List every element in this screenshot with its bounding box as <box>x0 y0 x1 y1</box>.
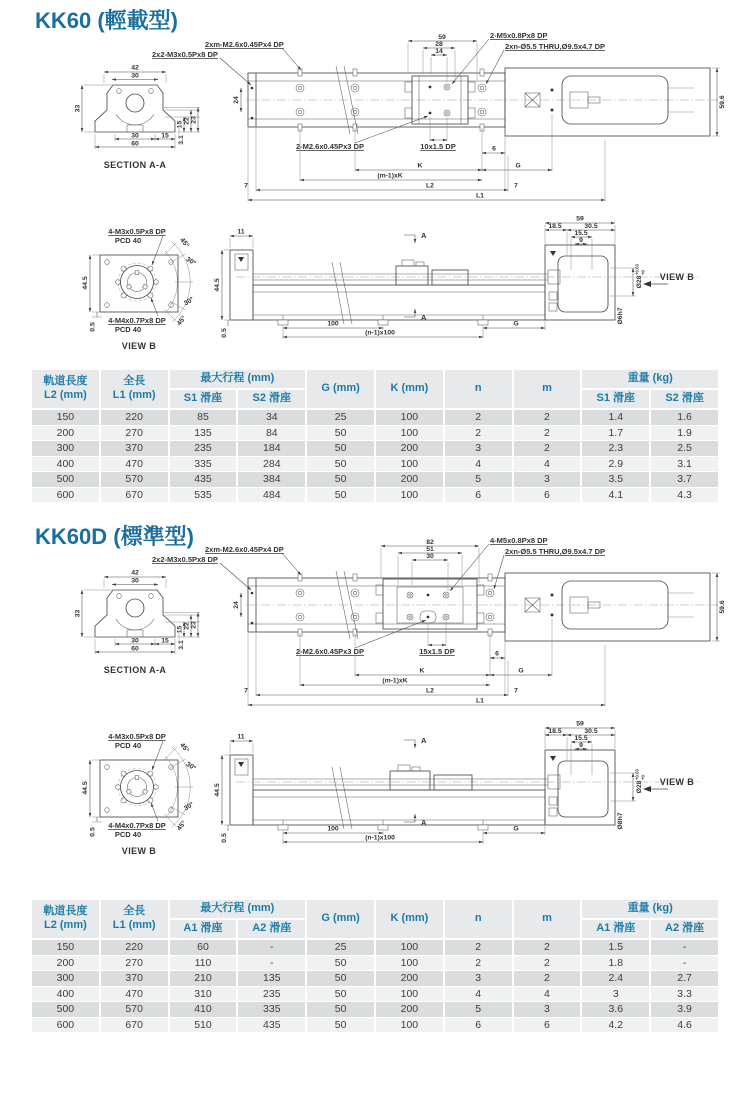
table-cell: 150 <box>31 409 100 425</box>
table-cell: 100 <box>375 939 444 955</box>
kk60-spec-table <box>30 368 720 503</box>
view-b-pointer-label: VIEW B <box>659 272 695 282</box>
table-cell: 100 <box>375 456 444 472</box>
table-cell: 2 <box>444 409 513 425</box>
table-cell: 384 <box>237 472 306 488</box>
table-cell: 370 <box>100 971 169 987</box>
dim-label: 9 <box>579 236 583 244</box>
dim-label: 15 <box>161 132 169 140</box>
dim-label: 42 <box>131 569 139 577</box>
kk60-technical-drawing <box>0 30 750 365</box>
col-header-max-stroke: 最大行程 (mm) <box>169 369 307 389</box>
dim-label: 7 <box>514 687 518 695</box>
dim-label: L1 <box>476 192 484 200</box>
dim-label: 0.5 <box>221 328 228 338</box>
dim-label: 0.5 <box>89 827 97 837</box>
table-cell: - <box>650 939 719 955</box>
dim-label: 59.6 <box>719 600 726 614</box>
pitch-callout: 15x1.5 DP <box>419 647 455 656</box>
table-cell: 2 <box>513 425 582 441</box>
col-header-track-length: 軌道長度 L2 (mm) <box>31 899 100 939</box>
dim-label: 23 <box>190 116 198 124</box>
section-aa-caption: SECTION A-A <box>103 665 167 675</box>
table-row <box>31 487 719 503</box>
view-b-caption: VIEW B <box>121 341 157 351</box>
page-title: KK60D (標準型) <box>35 524 194 549</box>
col-header-k: K (mm) <box>375 899 444 939</box>
table-cell: 300 <box>31 441 100 457</box>
col-header-weight: 重量 (kg) <box>581 369 719 389</box>
dim-label: 60 <box>131 140 139 148</box>
section-cut-label: A <box>421 736 427 745</box>
table-cell: 4.3 <box>650 487 719 503</box>
table-row <box>31 971 719 987</box>
pcd-label: PCD 40 <box>114 830 142 839</box>
table-row <box>31 409 719 425</box>
thread-callout: 4-M4x0.7Px8 DP <box>108 821 166 830</box>
table-cell: 1.7 <box>581 425 650 441</box>
section-cut-label: A <box>421 231 427 240</box>
table-cell: 100 <box>375 986 444 1002</box>
thread-callout: 2xn-Ø5.5 THRU,Ø9.5x4.7 DP <box>505 42 606 51</box>
table-cell: 50 <box>306 456 375 472</box>
table-cell: 5 <box>444 1002 513 1018</box>
dim-label: 7 <box>244 687 248 695</box>
table-cell: 220 <box>100 409 169 425</box>
table-cell: 200 <box>31 425 100 441</box>
table-cell: 1.4 <box>581 409 650 425</box>
table-cell: 6 <box>513 1017 582 1033</box>
angle-label: 30° <box>184 256 198 268</box>
table-cell: 50 <box>306 472 375 488</box>
table-cell: 1.5 <box>581 939 650 955</box>
table-cell: 235 <box>169 441 238 457</box>
table-cell: 2.3 <box>581 441 650 457</box>
thread-callout: 4-M3x0.5Px8 DP <box>108 732 166 741</box>
col-header-total-length: 全長 L1 (mm) <box>100 369 169 409</box>
table-cell: 184 <box>237 441 306 457</box>
section-aa-drawing <box>75 65 201 171</box>
table-row <box>31 955 719 971</box>
table-cell: 3 <box>513 472 582 488</box>
table-cell: 200 <box>375 971 444 987</box>
table-cell: 670 <box>100 487 169 503</box>
table-cell: 4 <box>444 986 513 1002</box>
table-cell: 100 <box>375 425 444 441</box>
table-cell: 435 <box>237 1017 306 1033</box>
table-cell: 210 <box>169 971 238 987</box>
dim-label: 22 <box>183 622 191 630</box>
table-cell: 400 <box>31 986 100 1002</box>
table-cell: 2 <box>513 939 582 955</box>
table-row <box>31 1002 719 1018</box>
thread-callout: 2-M2.6x0.45Px3 DP <box>296 647 364 656</box>
col-header-s1: S1 滑座 <box>169 389 238 409</box>
table-cell: 25 <box>306 939 375 955</box>
thread-callout: 2-M2.6x0.45Px3 DP <box>296 142 364 151</box>
col-header-n: n <box>444 899 513 939</box>
dim-label: 11 <box>237 228 245 236</box>
table-cell: 135 <box>237 971 306 987</box>
side-view-drawing <box>214 216 700 340</box>
dim-label: 6 <box>495 650 499 658</box>
table-cell: 510 <box>169 1017 238 1033</box>
table-cell: 135 <box>169 425 238 441</box>
table-cell: 1.8 <box>581 955 650 971</box>
dim-label: 33 <box>74 104 82 113</box>
table-cell: 2 <box>513 971 582 987</box>
table-cell: 3 <box>444 441 513 457</box>
table-cell: 2.5 <box>650 441 719 457</box>
dim-label: 15 <box>176 625 184 634</box>
table-cell: 50 <box>306 1017 375 1033</box>
table-cell: 3 <box>444 971 513 987</box>
dim-label: 15.5 <box>574 229 588 237</box>
dim-label: 3.1 <box>178 640 185 650</box>
dim-label: 100 <box>327 320 339 328</box>
table-cell: 2.4 <box>581 971 650 987</box>
dim-label: L2 <box>426 687 434 695</box>
table-cell: 535 <box>169 487 238 503</box>
table-cell: 200 <box>375 472 444 488</box>
side-view-drawing <box>214 721 700 845</box>
col-header-w1: S1 滑座 <box>581 389 650 409</box>
view-b-drawing <box>82 227 198 351</box>
page-title: KK60 (輕載型) <box>35 8 179 33</box>
table-cell: 84 <box>237 425 306 441</box>
dim-label: (m-1)xK <box>382 677 408 685</box>
dim-label: 7 <box>514 182 518 190</box>
angle-label: 45° <box>175 819 188 833</box>
svg-text:+0.03: +0.03 <box>634 264 640 275</box>
svg-text:Ø28: Ø28 <box>636 780 643 794</box>
table-cell: 335 <box>237 1002 306 1018</box>
col-header-w2: S2 滑座 <box>650 389 719 409</box>
table-row <box>31 1017 719 1033</box>
dim-label: 11 <box>237 733 245 741</box>
angle-label: 30° <box>182 296 196 308</box>
table-cell: 484 <box>237 487 306 503</box>
table-cell: 34 <box>237 409 306 425</box>
col-header-a1: A1 滑座 <box>169 919 238 939</box>
table-cell: 470 <box>100 456 169 472</box>
table-cell: 570 <box>100 472 169 488</box>
table-cell: 4 <box>513 456 582 472</box>
table-cell: 600 <box>31 1017 100 1033</box>
dim-label: 24 <box>233 601 240 609</box>
kk60d-spec-table <box>30 898 720 1033</box>
table-cell: 25 <box>306 409 375 425</box>
col-header-total-length: 全長 L1 (mm) <box>100 899 169 939</box>
col-header-w2: A2 滑座 <box>650 919 719 939</box>
dim-label: 0.5 <box>221 833 228 843</box>
table-cell: 110 <box>169 955 238 971</box>
table-row <box>31 425 719 441</box>
table-header-row <box>31 369 719 389</box>
dim-label: 22 <box>183 117 191 125</box>
dim-label: (n-1)x100 <box>365 329 395 337</box>
table-row <box>31 472 719 488</box>
dim-label: 59.6 <box>719 95 726 109</box>
thread-callout: 4-M5x0.8Px8 DP <box>490 536 548 545</box>
rod-dia-label: Ø8h7 <box>617 812 624 830</box>
section-aa-caption: SECTION A-A <box>103 160 167 170</box>
dim-label: 82 <box>426 539 434 546</box>
pitch-callout: 10x1.5 DP <box>420 142 456 151</box>
table-cell: 410 <box>169 1002 238 1018</box>
table-cell: 4 <box>444 456 513 472</box>
svg-text:+0: +0 <box>640 775 646 780</box>
table-cell: - <box>237 939 306 955</box>
table-cell: 6 <box>513 487 582 503</box>
dim-label: L1 <box>476 697 484 705</box>
dim-label: 23 <box>190 621 198 629</box>
view-b-pointer-label: VIEW B <box>659 777 695 787</box>
table-cell: 400 <box>31 456 100 472</box>
table-cell: 2 <box>444 425 513 441</box>
table-cell: 4 <box>513 986 582 1002</box>
table-cell: 370 <box>100 441 169 457</box>
table-cell: 100 <box>375 487 444 503</box>
thread-callout: 4-M4x0.7Px8 DP <box>108 316 166 325</box>
dim-label: (n-1)x100 <box>365 834 395 842</box>
table-cell: 3 <box>513 1002 582 1018</box>
section-cut-label: A <box>421 313 427 322</box>
table-cell: 2.7 <box>650 971 719 987</box>
table-cell: 3.6 <box>581 1002 650 1018</box>
dim-label: G <box>513 320 519 328</box>
pcd-label: PCD 40 <box>114 741 142 750</box>
plan-view-drawing <box>152 536 726 706</box>
table-cell: 435 <box>169 472 238 488</box>
col-header-m: m <box>513 369 582 409</box>
thread-callout: 2xn-Ø5.5 THRU,Ø9.5x4.7 DP <box>505 547 606 556</box>
table-cell: 200 <box>375 441 444 457</box>
dim-label: (m-1)xK <box>377 172 403 180</box>
dim-label: 51 <box>426 546 434 553</box>
table-cell: 3 <box>581 986 650 1002</box>
angle-label: 30° <box>184 761 198 773</box>
dim-label: K <box>417 162 423 170</box>
table-cell: 3.5 <box>581 472 650 488</box>
thread-callout: 2xm-M2.6x0.45Px4 DP <box>205 40 284 49</box>
table-cell: 6 <box>444 487 513 503</box>
col-header-k: K (mm) <box>375 369 444 409</box>
table-cell: 50 <box>306 487 375 503</box>
col-header-a2: A2 滑座 <box>237 919 306 939</box>
table-cell: 2 <box>513 441 582 457</box>
table-cell: 2 <box>513 409 582 425</box>
dim-label: 14 <box>435 48 443 55</box>
table-cell: 200 <box>31 955 100 971</box>
col-header-w1: A1 滑座 <box>581 919 650 939</box>
pcd-label: PCD 40 <box>114 236 142 245</box>
dim-label: G <box>513 825 519 833</box>
dim-label: 33 <box>74 609 82 618</box>
table-cell: 4.1 <box>581 487 650 503</box>
table-cell: 3.7 <box>650 472 719 488</box>
table-cell: 2 <box>513 955 582 971</box>
col-header-g: G (mm) <box>306 369 375 409</box>
table-cell: 100 <box>375 955 444 971</box>
dim-label: 30 <box>131 637 139 645</box>
dim-label: 30 <box>131 72 139 80</box>
table-cell: 5 <box>444 472 513 488</box>
table-cell: 3.3 <box>650 986 719 1002</box>
dim-label: 44.5 <box>82 781 89 795</box>
svg-text:+0.03: +0.03 <box>634 769 640 780</box>
table-cell: 3.1 <box>650 456 719 472</box>
table-cell: 570 <box>100 1002 169 1018</box>
dim-label: 28 <box>435 41 443 48</box>
table-header-row <box>31 899 719 919</box>
dim-label: G <box>515 162 521 170</box>
table-cell: 1.6 <box>650 409 719 425</box>
table-cell: 235 <box>237 986 306 1002</box>
svg-text:+0: +0 <box>640 270 646 275</box>
angle-label: 45° <box>178 236 191 250</box>
table-cell: 2 <box>444 939 513 955</box>
table-cell: 50 <box>306 986 375 1002</box>
dim-label: L2 <box>426 182 434 190</box>
angle-label: 45° <box>178 741 191 755</box>
table-cell: 150 <box>31 939 100 955</box>
col-header-g: G (mm) <box>306 899 375 939</box>
table-cell: 220 <box>100 939 169 955</box>
dim-label: 15 <box>161 637 169 645</box>
dim-label: 18.5 <box>548 727 562 735</box>
dim-label: 59 <box>576 720 584 728</box>
table-cell: 85 <box>169 409 238 425</box>
table-cell: 300 <box>31 971 100 987</box>
dim-label: 44.5 <box>214 278 221 292</box>
carriage-block <box>376 579 484 629</box>
dim-label: 3.1 <box>178 135 185 145</box>
table-cell: 470 <box>100 986 169 1002</box>
shaft-dia-label <box>635 264 646 289</box>
dim-label: 59 <box>438 34 446 41</box>
col-header-max-stroke: 最大行程 (mm) <box>169 899 307 919</box>
table-cell: 6 <box>444 1017 513 1033</box>
thread-callout: 2x2-M3x0.5Px8 DP <box>152 555 218 564</box>
table-cell: 270 <box>100 425 169 441</box>
dim-label: 44.5 <box>214 783 221 797</box>
table-cell: 500 <box>31 472 100 488</box>
dim-label: 7 <box>244 182 248 190</box>
col-header-track-length: 軌道長度 L2 (mm) <box>31 369 100 409</box>
view-b-caption: VIEW B <box>121 846 157 856</box>
thread-callout: 2x2-M3x0.5Px8 DP <box>152 50 218 59</box>
table-cell: 500 <box>31 1002 100 1018</box>
table-cell: 50 <box>306 425 375 441</box>
dim-label: 9 <box>579 741 583 749</box>
dim-label: 30.5 <box>584 222 598 230</box>
dim-label: 24 <box>233 96 240 104</box>
table-cell: 50 <box>306 1002 375 1018</box>
table-cell: 100 <box>375 1017 444 1033</box>
dim-label: 100 <box>327 825 339 833</box>
section-cut-label: A <box>421 818 427 827</box>
dim-label: 18.5 <box>548 222 562 230</box>
dim-label: 30.5 <box>584 727 598 735</box>
dim-label: 30 <box>131 132 139 140</box>
thread-callout: 2xm-M2.6x0.45Px4 DP <box>205 545 284 554</box>
dim-label: 30 <box>426 553 434 560</box>
dim-label: 6 <box>492 145 496 153</box>
angle-label: 45° <box>175 314 188 328</box>
table-cell: 60 <box>169 939 238 955</box>
dim-label: 44.5 <box>82 276 89 290</box>
dim-label: 60 <box>131 645 139 653</box>
table-cell: - <box>650 955 719 971</box>
thread-callout: 2-M5x0.8Px8 DP <box>490 31 548 40</box>
table-row <box>31 441 719 457</box>
table-cell: 670 <box>100 1017 169 1033</box>
table-cell: 200 <box>375 1002 444 1018</box>
angle-label: 30° <box>182 801 196 813</box>
dim-label: 42 <box>131 64 139 72</box>
rod-dia-label: Ø6h7 <box>617 307 624 325</box>
table-cell: - <box>237 955 306 971</box>
col-header-weight: 重量 (kg) <box>581 899 719 919</box>
table-cell: 2.9 <box>581 456 650 472</box>
table-cell: 600 <box>31 487 100 503</box>
col-header-s2: S2 滑座 <box>237 389 306 409</box>
shaft-dia-label <box>635 769 646 794</box>
table-cell: 50 <box>306 441 375 457</box>
table-cell: 270 <box>100 955 169 971</box>
thread-callout: 4-M3x0.5Px8 DP <box>108 227 166 236</box>
pcd-label: PCD 40 <box>114 325 142 334</box>
table-cell: 284 <box>237 456 306 472</box>
dim-label: 0.5 <box>89 322 97 332</box>
table-cell: 4.2 <box>581 1017 650 1033</box>
table-cell: 3.9 <box>650 1002 719 1018</box>
svg-text:Ø28: Ø28 <box>636 275 643 289</box>
table-row <box>31 939 719 955</box>
col-header-n: n <box>444 369 513 409</box>
table-cell: 335 <box>169 456 238 472</box>
table-cell: 50 <box>306 971 375 987</box>
table-cell: 2 <box>444 955 513 971</box>
table-row <box>31 986 719 1002</box>
table-cell: 4.6 <box>650 1017 719 1033</box>
view-b-drawing <box>82 732 198 856</box>
plan-view-drawing <box>152 31 726 201</box>
dim-label: 30 <box>131 577 139 585</box>
table-cell: 100 <box>375 409 444 425</box>
table-cell: 50 <box>306 955 375 971</box>
kk60d-technical-drawing <box>0 535 750 870</box>
dim-label: 15 <box>176 120 184 129</box>
table-cell: 1.9 <box>650 425 719 441</box>
dim-label: 15.5 <box>574 734 588 742</box>
dim-label: K <box>419 667 425 675</box>
table-row <box>31 456 719 472</box>
section-aa-drawing <box>75 570 201 676</box>
col-header-m: m <box>513 899 582 939</box>
dim-label: 59 <box>576 215 584 223</box>
table-cell: 310 <box>169 986 238 1002</box>
dim-label: G <box>518 667 524 675</box>
